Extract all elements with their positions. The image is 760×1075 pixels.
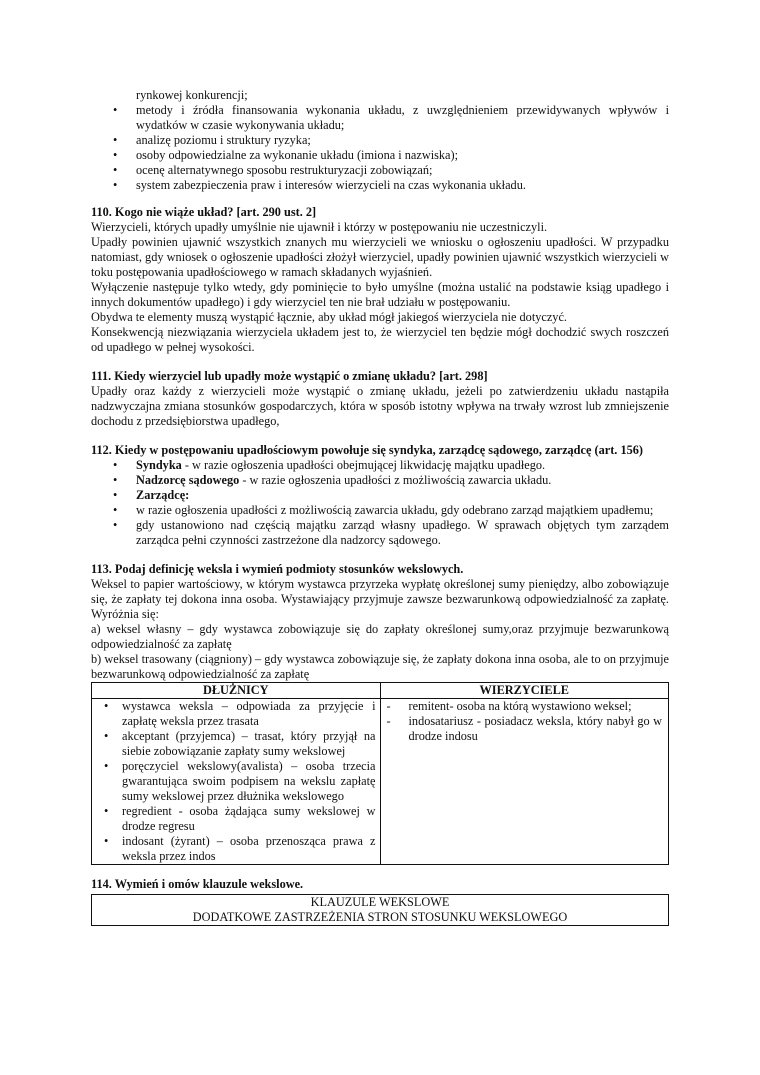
column-header-creditors: WIERZYCIELE (380, 683, 669, 699)
paragraph: Upadły oraz każdy z wierzycieli może wystąpić o zmianę układu, jeżeli po zatwierdzeniu układu nastąpiła nadzwyczajna zmiana stosunków gospodarczych, która w sposób istotny wpływa na trwały wzrost lub zmniejszenie dochodu z przedsiębiorstwa upadłego, (91, 384, 669, 428)
question-113-heading: 113. Podaj definicję weksla i wymień podmioty stosunków wekslowych. (91, 562, 464, 576)
creditors-list (381, 699, 669, 744)
debtors-list (92, 699, 380, 864)
question-112-heading: 112. Kiedy w postępowaniu upadłościowym powołuje się syndyka, zarządcę sądowego, zarządcę (art. 156) (91, 443, 643, 457)
list-item: • gdy ustanowiono nad częścią majątku zarząd własny upadłego. W sprawach objętych tym zarządem zarządca pełni czynności zastrzeżone dla nadzorcy sądowego. (91, 518, 669, 548)
question-114-heading: 114. Wymień i omów klauzule wekslowe. (91, 877, 304, 891)
list-item: • akceptant (przyjemca) – trasat, który przyjął na siebie zobowiązanie zapłaty sumy wekslowej (92, 729, 380, 759)
paragraph: Wyłączenie następuje tylko wtedy, gdy pominięcie to było umyślne (można ustalić na podstawie ksiąg upadłego i innych dokumentów upadłego) i gdy wierzyciel ten nie brał udziału w postępowaniu. (91, 280, 669, 309)
paragraph: b) weksel trasowany (ciągniony) – gdy wystawca zobowiązuje się, że zapłaty dokona inna osoba, ale to on przyjmuje bezwarunkową odpowiedzialność za zapłatę (91, 652, 669, 681)
list-item: • regredient - osoba żądająca sumy wekslowej w drodze regresu (92, 804, 380, 834)
list-item-zarzadca (91, 488, 669, 503)
appointees-list (91, 458, 669, 548)
question-110-heading: 110. Kogo nie wiąże układ? [art. 290 ust. 2] (91, 205, 317, 219)
paragraph: Obydwa te elementy muszą wystąpić łącznie, aby układ mógł jakiegoś wierzyciela nie dotyczyć. (91, 310, 567, 324)
list-item: - indosatariusz - posiadacz weksla, który nabył go w drodze indosu (381, 714, 669, 744)
list-item: • poręczyciel wekslowy(avalista) – osoba trzecia gwarantująca swoim podpisem na wekslu zapłatę sumy wekslowej przez dłużnika wekslowego (92, 759, 380, 804)
question-111-heading: 111. Kiedy wierzyciel lub upadły może wystąpić o zmianę układu? [art. 298] (91, 369, 488, 383)
term-zarzadca: Zarządcę: (136, 488, 190, 502)
nadzorca-description: - w razie ogłoszenia upadłości z możliwością zawarcia układu. (239, 473, 552, 487)
list-item: • system zabezpieczenia praw i interesów wierzycieli na czas wykonania układu. (91, 178, 669, 193)
bill-clauses-box (91, 894, 669, 926)
list-item: • indosant (żyrant) – osoba przenosząca prawa z weksla przez indos (92, 834, 380, 864)
paragraph: Konsekwencją niezwiązania wierzyciela układem jest to, że wierzyciel ten będzie mógł dochodzić swych roszczeń od upadłego w pełnej wysokości. (91, 325, 669, 354)
paragraph: a) weksel własny – gdy wystawca zobowiązuje się do zapłaty określonej sumy,oraz przyjmuje bezwarunkową odpowiedzialność za zapłatę (91, 622, 669, 651)
creditors-cell (380, 699, 669, 865)
list-item: - remitent- osoba na którą wystawiono weksel; (381, 699, 669, 714)
list-item-nadzorca (91, 473, 669, 488)
list-item: • w razie ogłoszenia upadłości z możliwością zawarcia układu, gdy odebrano zarząd majątkiem upadłemu; (91, 503, 669, 518)
bill-parties-table (91, 682, 669, 865)
list-item: • wystawca weksla – odpowiada za przyjęcie i zapłatę weksla przez trasata (92, 699, 380, 729)
list-item-syndyk (91, 458, 669, 473)
paragraph: Wierzycieli, których upadły umyślnie nie ujawnił i którzy w postępowaniu nie uczestniczyli. (91, 220, 548, 234)
syndyk-description: - w razie ogłoszenia upadłości obejmującej likwidację majątku upadłego. (181, 458, 546, 472)
term-syndyk: Syndyka (136, 458, 182, 472)
term-nadzorca: Nadzorcę sądowego (136, 473, 240, 487)
paragraph: Weksel to papier wartościowy, w którym wystawca przyrzeka wypłatę określonej sumy pieniędzy, albo zobowiązuje się, że zapłaty tej dokona inna osoba. Wystawiający przyjmuje zawsze bezwarunkową odpowiedzialność za zapłatę. Wyróżnia się: (91, 577, 669, 621)
list-item: • ocenę alternatywnego sposobu restrukturyzacji zobowiązań; (91, 163, 669, 178)
column-header-debtors: DŁUŻNICY (92, 683, 381, 699)
debtors-cell (92, 699, 381, 865)
continued-line: rynkowej konkurencji; (136, 88, 248, 102)
list-item: • analizę poziomu i struktury ryzyka; (91, 133, 669, 148)
paragraph: Upadły powinien ujawnić wszystkich znanych mu wierzycieli we wniosku o ogłoszeniu upadłości. W przypadku natomiast, gdy wniosek o ogłoszenie upadłości złożył wierzyciel, upadły powinien ujawnić wszystkich wierzycieli w toku postępowania upadłościowego w ramach składanych wyjaśnień. (91, 235, 669, 279)
plan-requirements-list (91, 103, 669, 193)
list-item: • metody i źródła finansowania wykonania układu, z uwzględnieniem przewidywanych wpływów i wydatków w czasie wykonywania układu; (91, 103, 669, 133)
document-content (91, 88, 669, 926)
box-subtitle: DODATKOWE ZASTRZEŻENIA STRON STOSUNKU WEKSLOWEGO (192, 910, 568, 924)
box-title: KLAUZULE WEKSLOWE (310, 895, 450, 909)
list-item: • osoby odpowiedzialne za wykonanie układu (imiona i nazwiska); (91, 148, 669, 163)
